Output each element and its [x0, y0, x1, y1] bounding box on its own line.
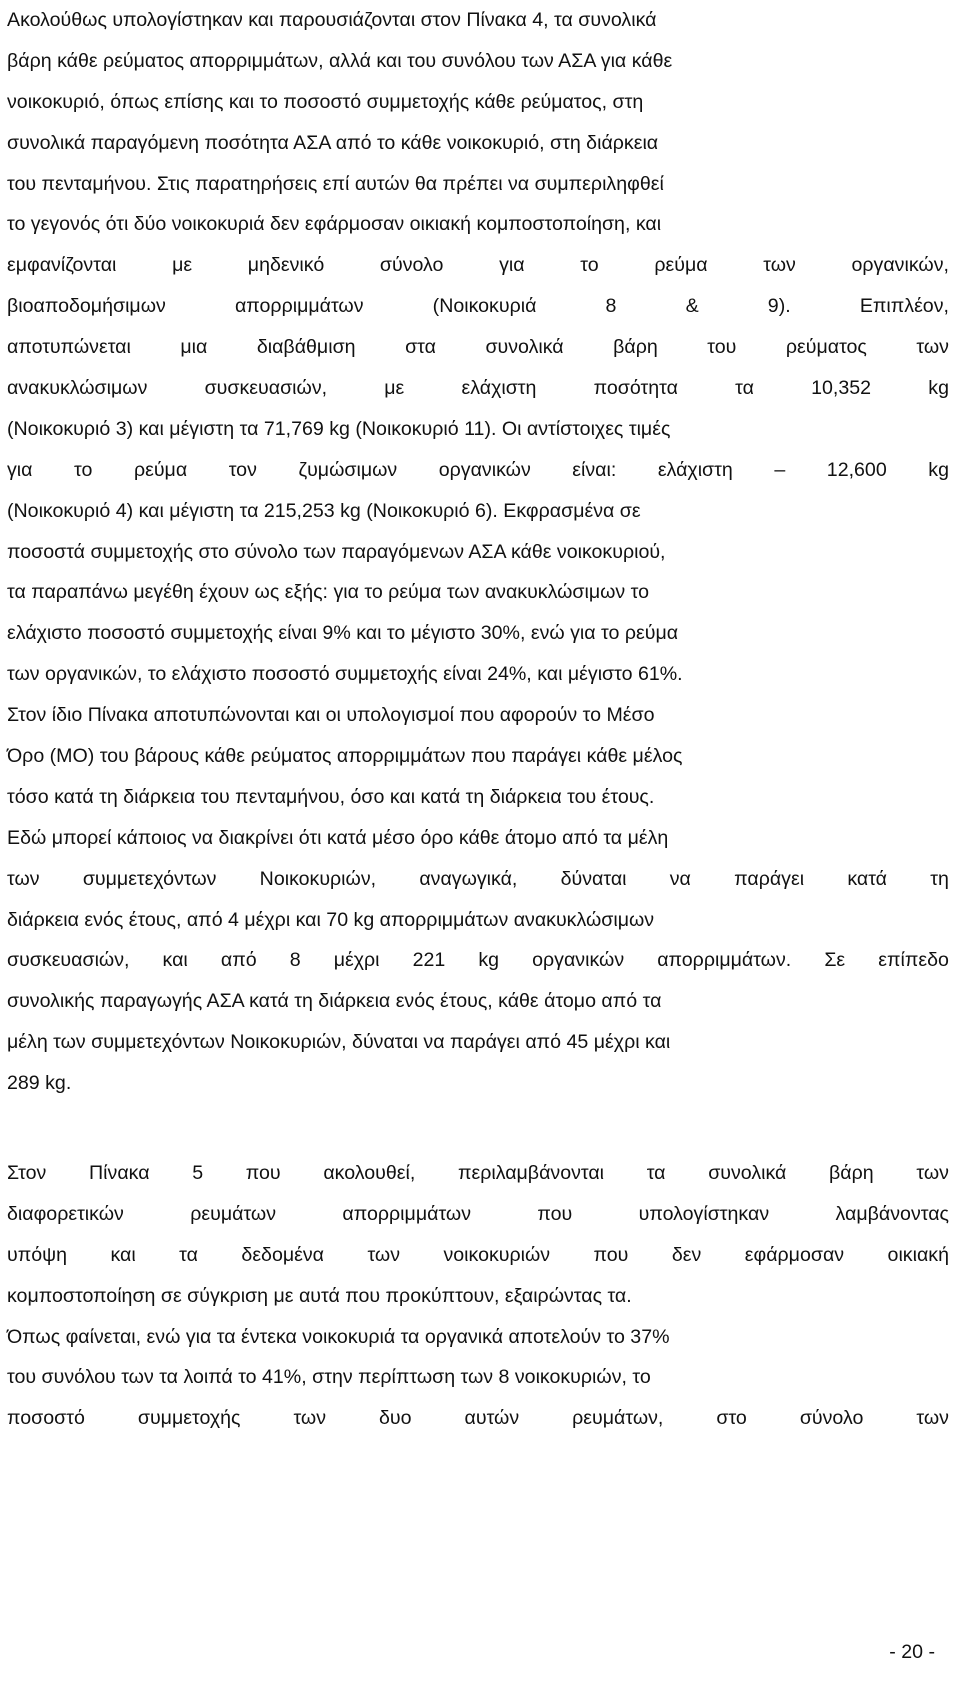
text-line — [7, 327, 949, 368]
text-line — [7, 1153, 949, 1194]
word: 8 — [289, 949, 301, 972]
text-line: (Νοικοκυριό 3) και μέγιστη τα 71,769 kg (Νοικοκυριό 11). Οι αντίστοιχες τιμές — [7, 417, 671, 440]
text-line: διάρκεια ενός έτους, από 4 μέχρι και 70 kg απορριμμάτων ανακυκλώσιμων — [7, 908, 655, 931]
word: για — [499, 254, 525, 277]
word: των — [916, 1162, 949, 1184]
word: τα — [179, 1243, 198, 1266]
word: νοικοκυριών — [443, 1243, 551, 1266]
word: το — [74, 458, 93, 481]
word: ελάχιστη — [657, 458, 733, 481]
word: των — [763, 254, 796, 277]
word: που — [593, 1243, 629, 1266]
text-line — [7, 1398, 949, 1439]
word: που — [245, 1162, 281, 1184]
word: και — [162, 949, 188, 972]
word: ακολουθεί, — [323, 1162, 416, 1184]
word: 221 — [412, 949, 446, 972]
text-line: Ακολούθως υπολογίστηκαν και παρουσιάζονται στον Πίνακα 4, τα συνολικά — [7, 9, 657, 31]
page-number: - 20 - — [889, 1641, 935, 1663]
word: τον — [228, 458, 257, 481]
word: των — [7, 867, 40, 890]
text-line — [7, 1194, 949, 1235]
word: με — [384, 377, 405, 400]
word: διαβάθμιση — [256, 336, 356, 359]
word: των — [916, 1407, 949, 1430]
word: των — [367, 1243, 401, 1266]
text-line: 289 kg. — [7, 1072, 72, 1095]
text-line: ελάχιστο ποσοστό συμμετοχής είναι 9% και το μέγιστο 30%, ενώ για το ρεύμα — [7, 622, 679, 645]
word: οικιακή — [887, 1243, 949, 1266]
text-line: των οργανικών, το ελάχιστο ποσοστό συμμετοχής είναι 24%, και μέγιστο 61%. — [7, 663, 683, 686]
word: απορριμμάτων — [234, 295, 364, 318]
word: οργανικών — [532, 949, 625, 972]
word: 10,352 — [811, 377, 872, 400]
word: Πίνακα — [89, 1162, 150, 1184]
text-line — [7, 859, 949, 900]
word: και — [110, 1243, 136, 1266]
text-line — [7, 286, 949, 327]
word: ρευμάτων — [190, 1202, 277, 1225]
word: δυο — [379, 1407, 412, 1430]
word: ζυμώσιμων — [298, 458, 398, 481]
word: των — [293, 1407, 327, 1430]
word: οργανικών — [438, 458, 531, 481]
word: ρευμάτων, — [572, 1407, 664, 1430]
text-line: (Νοικοκυριό 4) και μέγιστη τα 215,253 kg (Νοικοκυριό 6). Εκφρασμένα σε — [7, 499, 641, 522]
word: ανακυκλώσιμων — [7, 377, 148, 400]
text-line: βάρη κάθε ρεύματος απορριμμάτων, αλλά και του συνόλου των ΑΣΑ για κάθε — [7, 49, 673, 72]
word: να — [669, 867, 691, 890]
text-line — [7, 245, 949, 286]
text-line — [7, 1235, 949, 1276]
word: στα — [405, 336, 436, 359]
word: ελάχιστη — [461, 377, 537, 400]
word: συνολικά — [708, 1162, 787, 1184]
word: μια — [180, 336, 208, 359]
text-line: Όπως φαίνεται, ενώ για τα έντεκα νοικοκυριά τα οργανικά αποτελούν το 37% — [7, 1325, 670, 1348]
word: ρεύμα — [133, 458, 188, 481]
word: συνολικά — [485, 336, 564, 359]
word: συμμετεχόντων — [82, 867, 217, 890]
word: Στον — [7, 1162, 47, 1184]
text-line: του συνόλου των τα λοιπά το 41%, στην περίπτωση των 8 νοικοκυριών, το — [7, 1366, 651, 1389]
word: παράγει — [734, 867, 805, 890]
word: kg — [928, 458, 949, 481]
word: βιοαποδομήσιμων — [7, 295, 166, 318]
word: είναι: — [572, 458, 617, 481]
text-line: ποσοστά συμμετοχής στο σύνολο των παραγόμενων ΑΣΑ κάθε νοικοκυριού, — [7, 540, 666, 563]
word: μέχρι — [333, 949, 380, 972]
word: περιλαμβάνονται — [457, 1162, 605, 1184]
word: Σε — [824, 949, 846, 972]
word: διαφορετικών — [7, 1202, 124, 1225]
word: (Νοικοκυριά — [432, 295, 537, 318]
word: δεν — [671, 1243, 702, 1266]
word: κατά — [847, 867, 887, 890]
word: για — [7, 458, 33, 481]
word: συσκευασιών, — [7, 949, 130, 972]
word: kg — [478, 949, 500, 972]
word: αποτυπώνεται — [7, 336, 131, 359]
word: συσκευασιών, — [204, 377, 328, 400]
word: του — [707, 336, 737, 359]
text-line: το γεγονός ότι δύο νοικοκυριά δεν εφάρμοσαν οικιακή κομποστοποίηση, και — [7, 213, 662, 236]
word: βάρη — [613, 336, 658, 359]
word: με — [172, 254, 193, 277]
word: επίπεδο — [878, 949, 949, 972]
word: Επιπλέον, — [859, 295, 949, 318]
word: ρεύματος — [785, 336, 867, 359]
word: οργανικών, — [851, 254, 949, 277]
word: των — [916, 336, 949, 359]
text-line — [7, 940, 949, 981]
document-page — [7, 0, 949, 1687]
word: που — [537, 1202, 573, 1225]
text-line: Όρο (ΜΟ) του βάρους κάθε ρεύματος απορριμμάτων που παράγει κάθε μέλος — [7, 745, 683, 768]
word: βάρη — [829, 1162, 874, 1184]
word: συμμετοχής — [137, 1407, 241, 1430]
word: 9). — [767, 295, 791, 318]
text-line — [7, 450, 949, 491]
word: υπόψη — [7, 1243, 67, 1266]
text-line: Εδώ μπορεί κάποιος να διακρίνει ότι κατά μέσο όρο κάθε άτομο από τα μέλη — [7, 826, 669, 849]
word: από — [220, 949, 257, 972]
word: ρεύμα — [654, 254, 708, 277]
word: αναγωγικά, — [419, 867, 518, 890]
word: μηδενικό — [247, 254, 325, 277]
text-line: μέλη των συμμετεχόντων Νοικοκυριών, δύναται να παράγει από 45 μέχρι και — [7, 1031, 671, 1054]
word: τα — [646, 1162, 666, 1184]
paragraph-1 — [7, 0, 949, 1104]
word: τη — [930, 867, 949, 890]
word: σύνολο — [799, 1407, 864, 1430]
word: λαμβάνοντας — [835, 1202, 949, 1225]
text-line: του πενταμήνου. Στις παρατηρήσεις επί αυτών θα πρέπει να συμπεριληφθεί — [7, 172, 664, 195]
word: απορριμμάτων — [342, 1202, 471, 1225]
word: στο — [716, 1407, 747, 1430]
text-line: τόσο κατά τη διάρκεια του πενταμήνου, όσο και κατά τη διάρκεια του έτους. — [7, 785, 655, 808]
text-line — [7, 368, 949, 409]
word: 5 — [192, 1162, 204, 1184]
word: – — [774, 458, 786, 481]
text-line: συνολικής παραγωγής ΑΣΑ κατά τη διάρκεια ενός έτους, κάθε άτομο από τα — [7, 990, 662, 1013]
text-line: τα παραπάνω μεγέθη έχουν ως εξής: για το ρεύμα των ανακυκλώσιμων το — [7, 581, 650, 604]
word: 8 — [605, 295, 617, 318]
word: απορριμμάτων. — [657, 949, 792, 972]
text-line: νοικοκυριό, όπως επίσης και το ποσοστό συμμετοχής κάθε ρεύματος, στη — [7, 90, 644, 113]
word: σύνολο — [379, 254, 444, 277]
text-line: Στον ίδιο Πίνακα αποτυπώνονται και οι υπολογισμοί που αφορούν το Μέσο — [7, 704, 655, 727]
paragraph-2 — [7, 1153, 949, 1439]
word: δεδομένα — [241, 1243, 325, 1266]
word: υπολογίστηκαν — [638, 1202, 770, 1225]
word: ποσοστό — [7, 1407, 85, 1430]
word: kg — [928, 377, 949, 400]
text-line: συνολικά παραγόμενη ποσότητα ΑΣΑ από το κάθε νοικοκυριό, στη διάρκεια — [7, 131, 659, 154]
word: εφάρμοσαν — [744, 1243, 845, 1266]
text-line: κομποστοποίηση σε σύγκριση με αυτά που προκύπτουν, εξαιρώντας τα. — [7, 1284, 632, 1307]
word: το — [580, 254, 599, 277]
word: αυτών — [464, 1407, 520, 1430]
word: 12,600 — [826, 458, 887, 481]
word: Νοικοκυριών, — [259, 867, 377, 890]
word: εμφανίζονται — [7, 254, 117, 277]
word: δύναται — [560, 867, 627, 890]
word: & — [685, 295, 699, 318]
word: ποσότητα — [593, 377, 678, 400]
word: τα — [735, 377, 754, 400]
